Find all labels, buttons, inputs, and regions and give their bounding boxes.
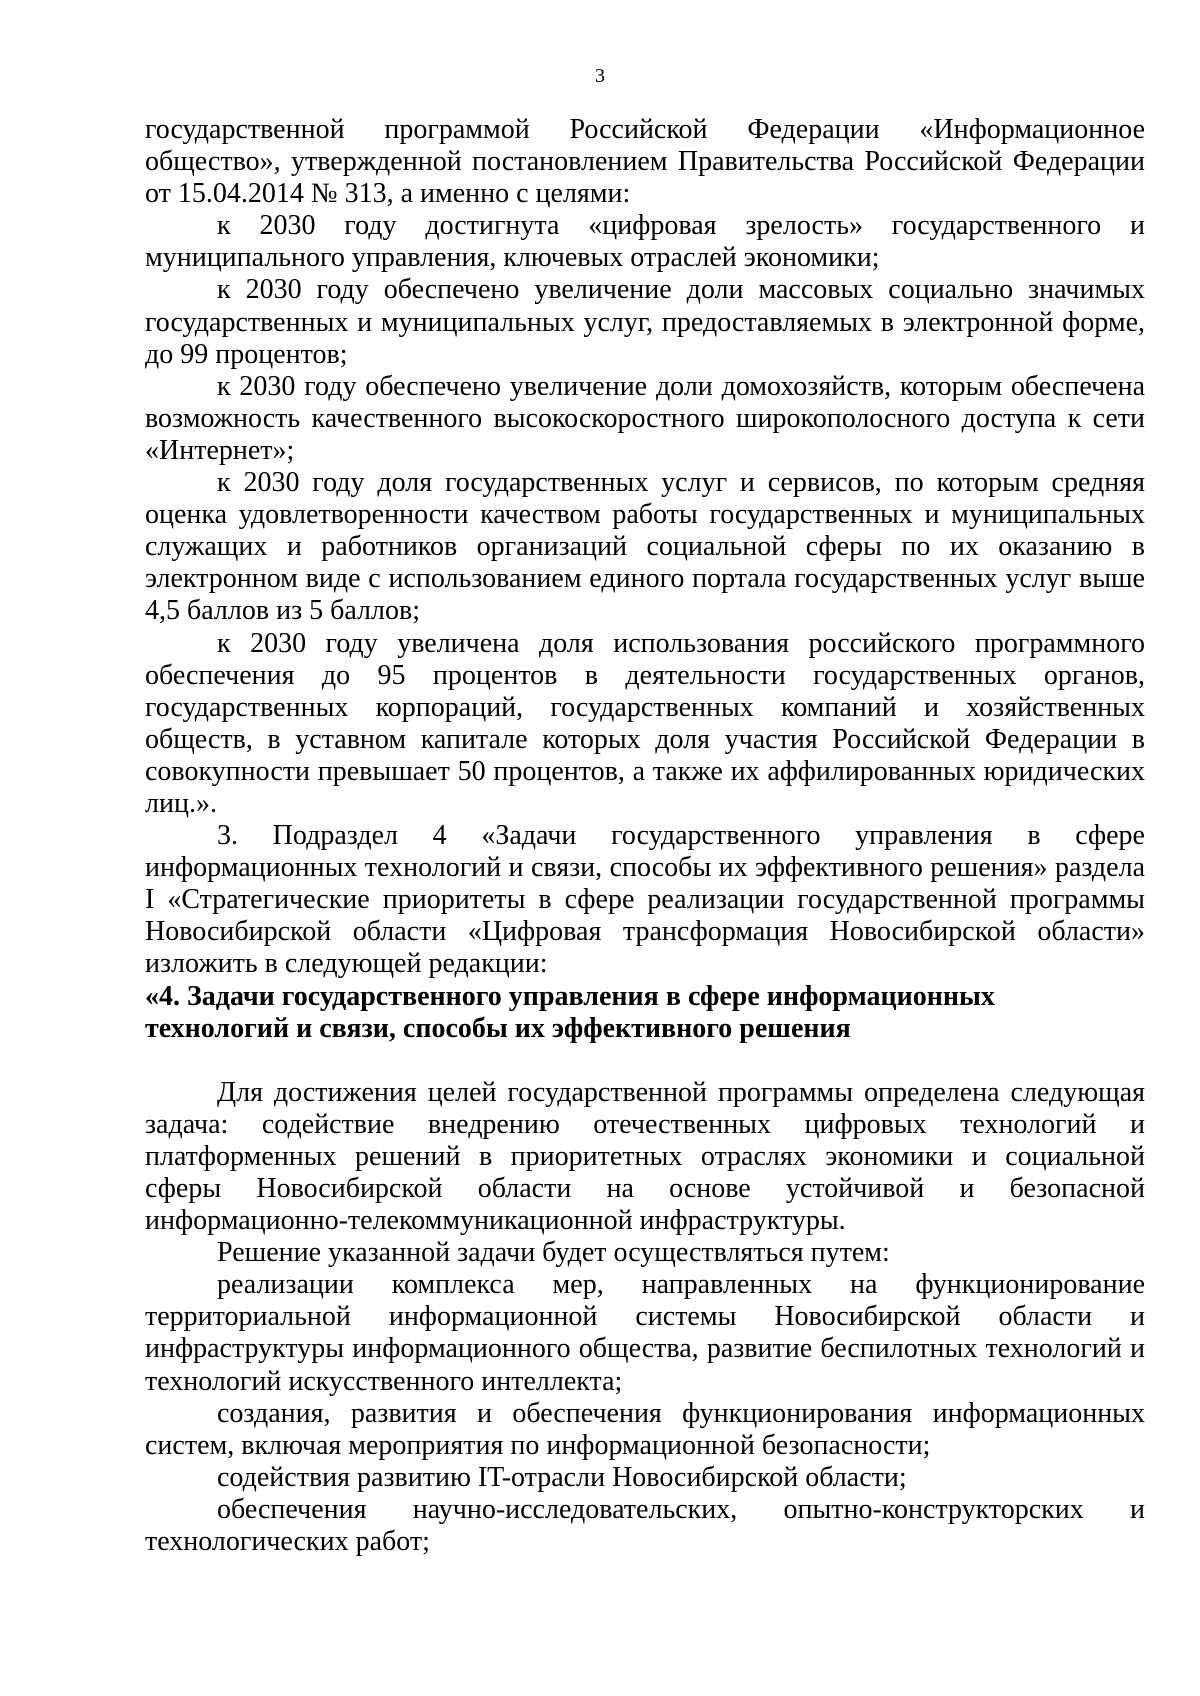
section-heading-line: технологий и связи, способы их эффективного решения — [145, 1012, 851, 1044]
paragraph: содействия развитию IT-отрасли Новосибирской области; — [217, 1461, 907, 1493]
paragraph: Решение указанной задачи будет осуществляться путем: — [217, 1237, 890, 1269]
page-number: 3 — [595, 65, 605, 87]
paragraph: Для достижения целей государственной программы определена следующая задача: содействие внедрению отечественных цифровых технологий и платформенных решений в приоритетных отраслях экономики и социальной сферы Новосибирской области на основе устойчивой и безопасной информационно-телекоммуникационной инфраструктуры. — [145, 1076, 1145, 1237]
document-body — [145, 114, 1145, 1558]
paragraph: к 2030 году увеличена доля использования российского программного обеспечения до 95 процентов в деятельности государственных органов, государственных корпораций, государственных компаний и хозяйственных обществ, в уставном капитале которых доля участия Российской Федерации в совокупности превышает 50 процентов, а также их аффилированных юридических лиц.». — [145, 627, 1145, 819]
paragraph: к 2030 году обеспечено увеличение доли массовых социально значимых государственных и муниципальных услуг, предоставляемых в электронной форме, до 99 процентов; — [145, 274, 1145, 370]
paragraph: к 2030 году достигнута «цифровая зрелость» государственного и муниципального управления, ключевых отраслей экономики; — [145, 210, 1145, 274]
section-heading — [145, 981, 1145, 1045]
paragraph: обеспечения научно-исследовательских, опытно-конструкторских и технологических работ; — [145, 1493, 1145, 1558]
paragraph: государственной программой Российской Федерации «Информационное общество», утвержденной постановлением Правительства Российской Федерации от 15.04.2014 № 313, а именно с целями: — [145, 114, 1145, 210]
paragraph: к 2030 году доля государственных услуг и сервисов, по которым средняя оценка удовлетворенности качеством работы государственных и муниципальных служащих и работников организаций социальной сферы по их оказанию в электронном виде с использованием единого портала государственных услуг выше 4,5 баллов из 5 баллов; — [145, 467, 1145, 627]
paragraph: создания, развития и обеспечения функционирования информационных систем, включая мероприятия по информационной безопасности; — [145, 1397, 1145, 1461]
paragraph: к 2030 году обеспечено увеличение доли домохозяйств, которым обеспечена возможность качественного высокоскоростного широкополосного доступа к сети «Интернет»; — [145, 370, 1145, 466]
paragraph: 3. Подраздел 4 «Задачи государственного управления в сфере информационных технологий и связи, способы их эффективного решения» раздела I «Стратегические приоритеты в сфере реализации государственной программы Новосибирской области «Цифровая трансформация Новосибирской области» изложить в следующей редакции: — [145, 820, 1145, 980]
paragraph: реализации комплекса мер, направленных на функционирование территориальной информационной системы Новосибирской области и инфраструктуры информационного общества, развитие беспилотных технологий и технологий искусственного интеллекта; — [145, 1269, 1145, 1397]
section-heading-line: «4. Задачи государственного управления в сфере информационных — [145, 980, 995, 1012]
